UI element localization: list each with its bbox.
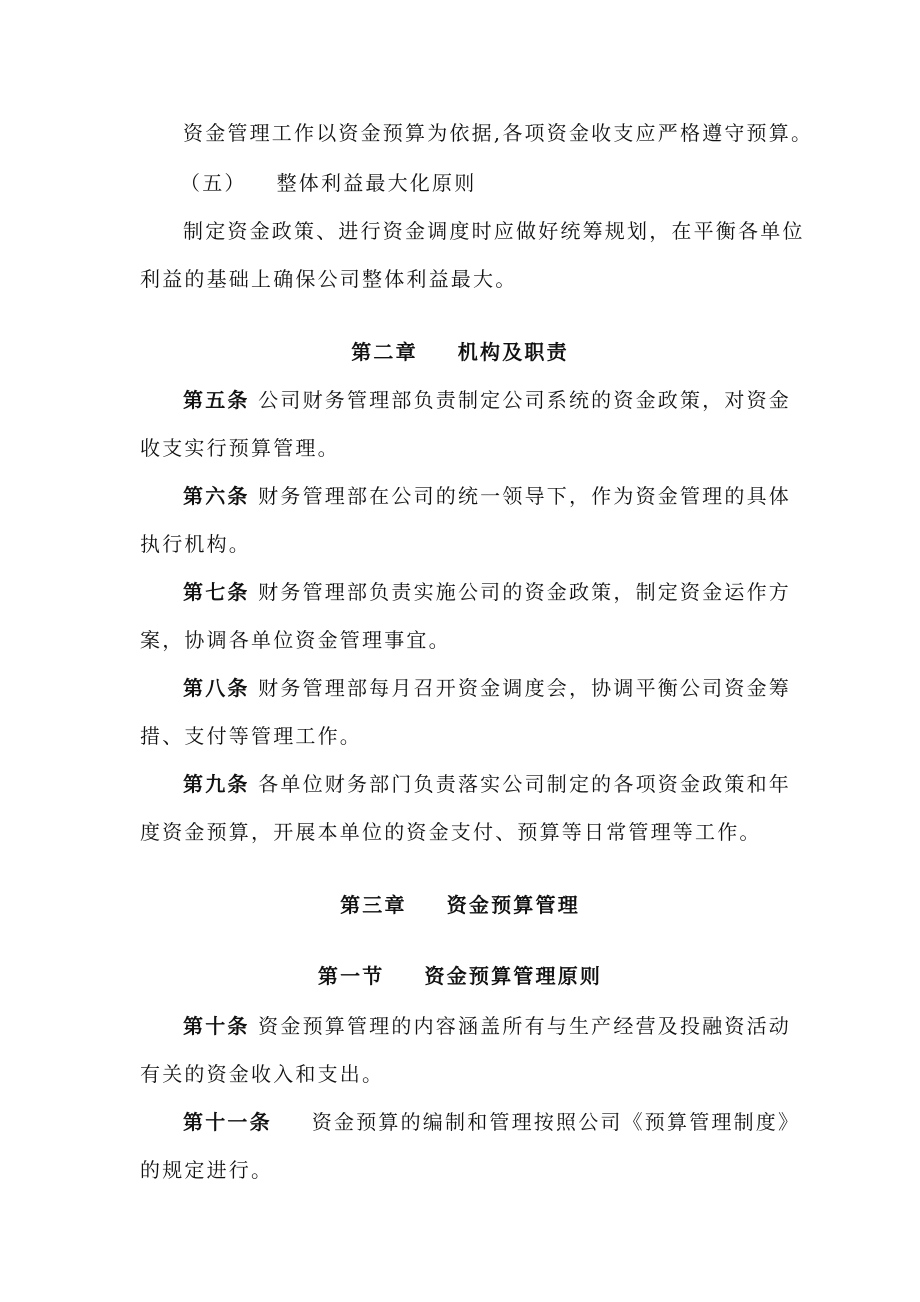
article-7 <box>183 577 793 607</box>
article-text: 公司财务管理部负责制定公司系统的资金政策，对资金 <box>258 388 791 412</box>
chapter-title: 资金预算管理 <box>446 893 580 917</box>
paragraph-line: 利益的基础上确保公司整体利益最大。 <box>140 267 518 291</box>
article-11 <box>183 1107 801 1137</box>
article-label: 第七条 <box>183 580 250 604</box>
chapter-heading <box>0 337 920 367</box>
paragraph-line: 的规定进行。 <box>140 1158 274 1182</box>
article-label: 第九条 <box>183 772 250 796</box>
subheading-number: （五） <box>180 171 247 195</box>
article-5 <box>183 385 793 415</box>
article-label: 第十条 <box>183 1014 250 1038</box>
article-label: 第六条 <box>183 484 250 508</box>
section-number: 第一节 <box>317 964 385 988</box>
subheading-principle-5 <box>180 168 830 198</box>
paragraph-line: 资金管理工作以资金预算为依据,各项资金收支应严格遵守预算。 <box>183 121 814 145</box>
article-text: 财务管理部每月召开资金调度会，协调平衡公司资金筹 <box>258 676 791 700</box>
subheading-text: 整体利益最大化原则 <box>276 171 477 195</box>
paragraph-line: 措、支付等管理工作。 <box>140 724 362 748</box>
section-title: 资金预算管理原则 <box>424 964 603 988</box>
chapter-number: 第三章 <box>340 893 407 917</box>
article-text: 财务管理部在公司的统一领导下，作为资金管理的具体 <box>258 484 791 508</box>
article-label: 第八条 <box>183 676 250 700</box>
chapter-heading <box>0 890 920 920</box>
article-6 <box>183 481 793 511</box>
paragraph-line: 执行机构。 <box>140 532 251 556</box>
chapter-number: 第二章 <box>351 340 418 364</box>
section-heading <box>0 961 920 991</box>
article-text: 各单位财务部门负责落实公司制定的各项资金政策和年 <box>258 772 791 796</box>
article-text: 资金预算的编制和管理按照公司《预算管理制度》 <box>311 1110 801 1134</box>
paragraph-line: 度资金预算，开展本单位的资金支付、预算等日常管理等工作。 <box>140 820 762 844</box>
article-text: 资金预算管理的内容涵盖所有与生产经营及投融资活动 <box>258 1014 791 1038</box>
paragraph-line: 有关的资金收入和支出。 <box>140 1062 385 1086</box>
paragraph-line: 制定资金政策、进行资金调度时应做好统筹规划，在平衡各单位 <box>183 219 805 243</box>
paragraph-line: 收支实行预算管理。 <box>140 436 340 460</box>
article-label: 第十一条 <box>183 1110 272 1134</box>
paragraph-line: 案，协调各单位资金管理事宜。 <box>140 628 451 652</box>
article-label: 第五条 <box>183 388 250 412</box>
article-8 <box>183 673 793 703</box>
article-text: 财务管理部负责实施公司的资金政策，制定资金运作方 <box>258 580 791 604</box>
chapter-title: 机构及职责 <box>457 340 569 364</box>
article-10 <box>183 1011 793 1041</box>
article-9 <box>183 769 793 799</box>
